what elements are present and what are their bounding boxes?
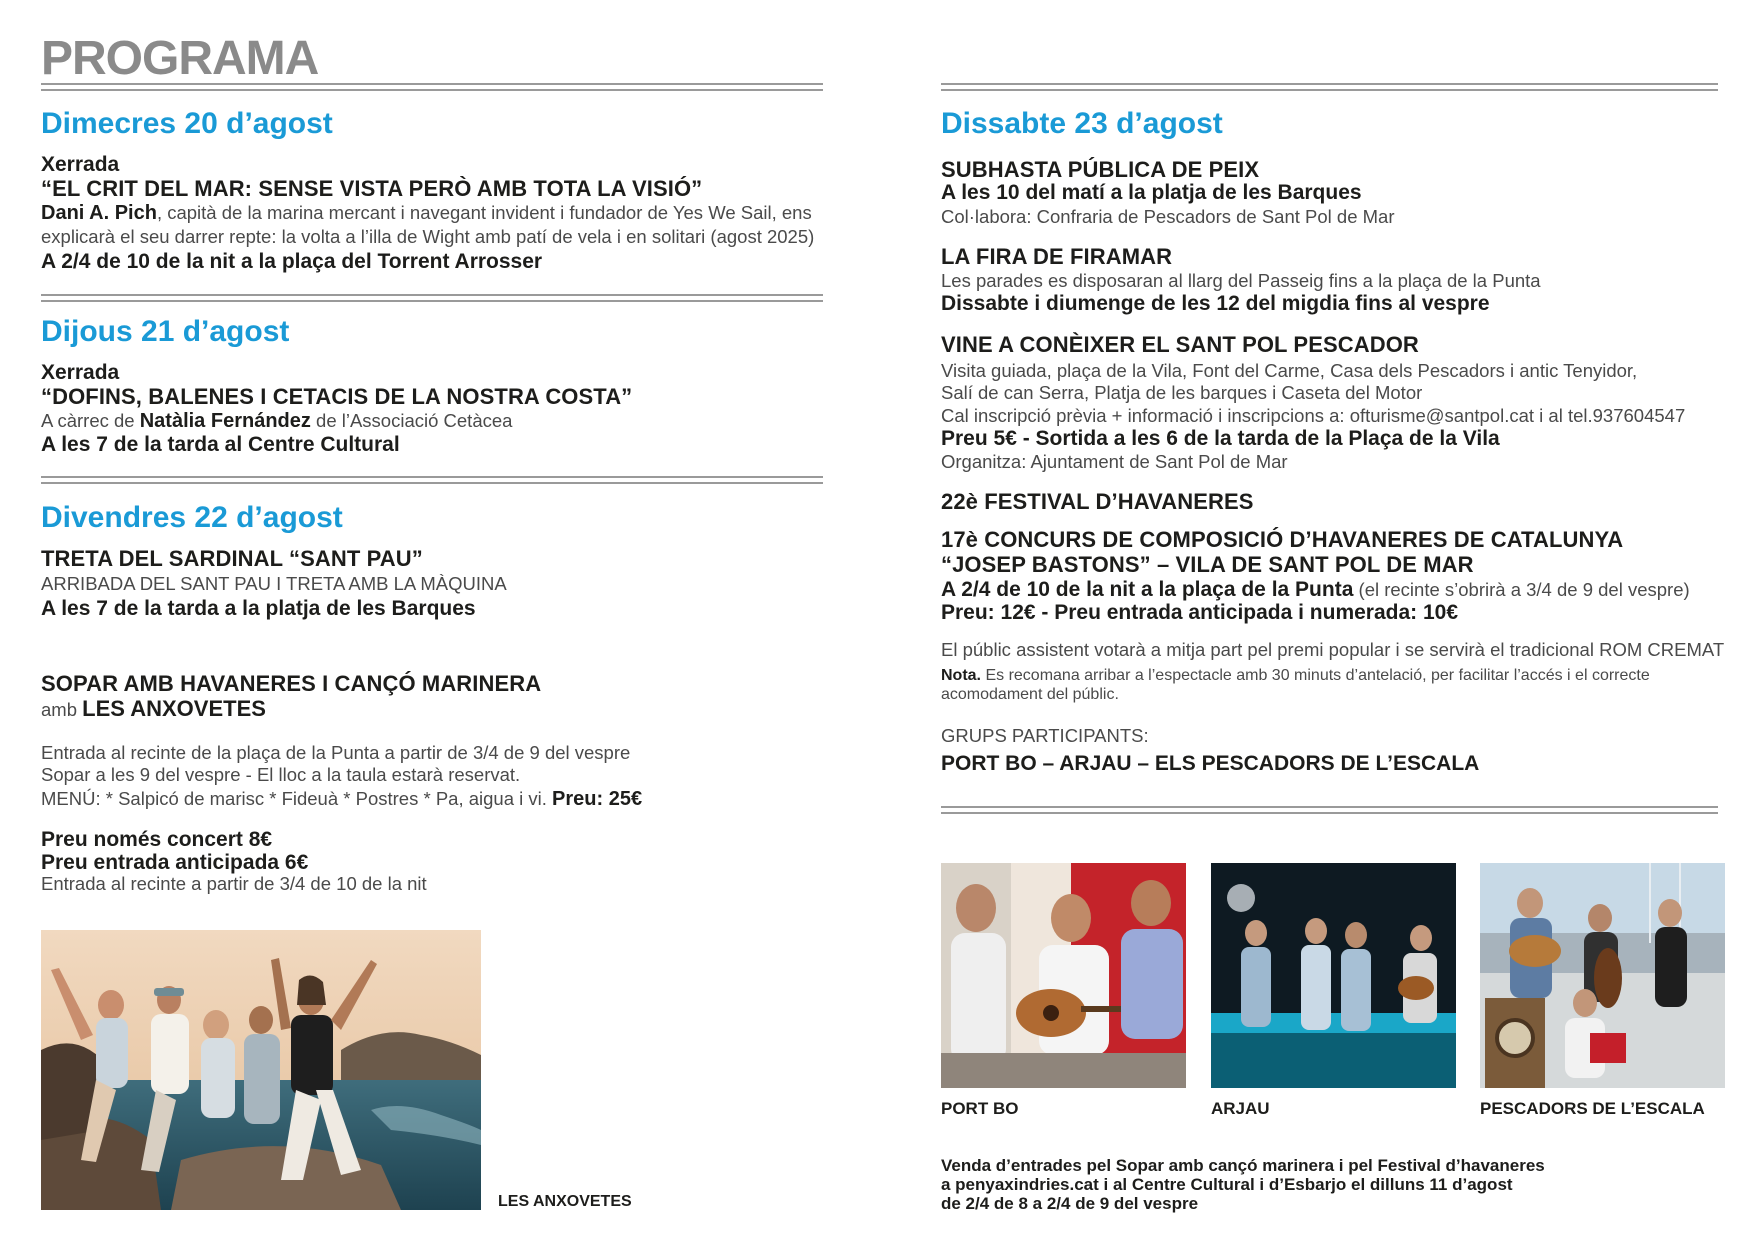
ticket-sales: de 2/4 de 8 a 2/4 de 9 del vespre — [941, 1194, 1199, 1213]
dinner-info: Sopar a les 9 del vespre - El lloc a la taula estarà reservat. — [41, 764, 521, 785]
festival-note-line2: acomodament del públic. — [941, 686, 1119, 703]
event-when: A les 7 de la tarda a la platja de les Barques — [41, 597, 476, 620]
event-when: Dissabte i diumenge de les 12 del migdia fins al vespre — [941, 292, 1490, 315]
event-when: A 2/4 de 10 de la nit a la plaça del Torrent Arrosser — [41, 250, 543, 273]
festival-price: Preu: 12€ - Preu entrada anticipada i numerada: 10€ — [941, 601, 1459, 624]
festival-note — [941, 666, 1650, 686]
anxovetes-photo — [41, 930, 481, 1210]
contest-subtitle: “JOSEP BASTONS” – VILA DE SANT POL DE MAR — [941, 552, 1474, 577]
event-speaker — [41, 409, 512, 433]
event-registration: Cal inscripció prèvia + informació i inscripcions a: ofturisme@santpol.cat i al tel.937604547 — [941, 405, 1686, 426]
day-heading-dijous: Dijous 21 d’agost — [41, 315, 290, 348]
contest-title: 17è CONCURS DE COMPOSICIÓ D’HAVANERES DE CATALUNYA — [941, 527, 1624, 552]
photo-caption-anxovetes: LES ANXOVETES — [498, 1193, 632, 1210]
event-description-line2: explicarà el seu darrer repte: la volta a l’illa de Wight amb patí de vela i en solitari (agost 2025) — [41, 226, 815, 247]
divider — [41, 476, 823, 484]
speaker-name: Natàlia Fernández — [139, 410, 311, 432]
festival-when — [941, 578, 1690, 602]
event-description: Visita guiada, plaça de la Vila, Font del Carme, Casa dels Pescadors i antic Tenyidor, — [941, 360, 1638, 381]
festival-when-main: A 2/4 de 10 de la nit a la plaça de la Punta — [941, 578, 1354, 601]
event-organizer: Organitza: Ajuntament de Sant Pol de Mar — [941, 451, 1288, 472]
festival-title: 22è FESTIVAL D’HAVANERES — [941, 489, 1254, 514]
event-description: Les parades es disposaran al llarg del Passeig fins a la plaça de la Punta — [941, 270, 1541, 291]
arjau-photo — [1211, 863, 1456, 1088]
dinner-group-name: LES ANXOVETES — [82, 696, 266, 721]
speaker-prefix: A càrrec de — [41, 410, 140, 431]
divider — [941, 806, 1718, 814]
price-advance: Preu entrada anticipada 6€ — [41, 851, 309, 874]
ticket-sales: Venda d’entrades pel Sopar amb cançó marinera i pel Festival d’havaneres — [941, 1156, 1545, 1175]
day-heading-dissabte: Dissabte 23 d’agost — [941, 107, 1223, 140]
day-heading-divendres: Divendres 22 d’agost — [41, 501, 343, 534]
event-type: Xerrada — [41, 361, 120, 384]
groups-list: PORT BO – ARJAU – ELS PESCADORS DE L’ESCALA — [941, 752, 1480, 775]
event-title: “DOFINS, BALENES I CETACIS DE LA NOSTRA COSTA” — [41, 384, 633, 409]
entry-info: Entrada al recinte a partir de 3/4 de 10 de la nit — [41, 873, 427, 894]
note-text: Es recomana arribar a l’espectacle amb 30 minuts d’antelació, per facilitar l’accés i el correcte — [981, 667, 1650, 684]
event-description — [41, 201, 812, 225]
description-text: , capità de la marina mercant i navegant invident i fundador de Yes We Sail, ens — [156, 202, 812, 223]
event-title: VINE A CONÈIXER EL SANT POL PESCADOR — [941, 332, 1419, 357]
groups-label: GRUPS PARTICIPANTS: — [941, 725, 1149, 746]
event-collab: Col·labora: Confraria de Pescadors de Sant Pol de Mar — [941, 206, 1395, 227]
event-title: “EL CRIT DEL MAR: SENSE VISTA PERÒ AMB TOTA LA VISIÓ” — [41, 176, 703, 201]
dinner-info: Entrada al recinte de la plaça de la Punta a partir de 3/4 de 9 del vespre — [41, 742, 631, 763]
event-subtitle: ARRIBADA DEL SANT PAU I TRETA AMB LA MÀQUINA — [41, 573, 507, 594]
event-title: SUBHASTA PÚBLICA DE PEIX — [941, 157, 1260, 182]
menu-price: Preu: 25€ — [552, 788, 643, 810]
event-type: Xerrada — [41, 153, 120, 176]
note-label: Nota. — [941, 667, 981, 684]
event-description: Salí de can Serra, Platja de les barques i Caseta del Motor — [941, 382, 1423, 403]
speaker-suffix: de l’Associació Cetàcea — [310, 410, 513, 431]
page-title: PROGRAMA — [41, 32, 319, 85]
photo-caption-pescadors: PESCADORS DE L’ESCALA — [1480, 1099, 1705, 1118]
speaker-name: Dani A. Pich — [41, 202, 157, 224]
photo-caption-arjau: ARJAU — [1211, 1099, 1270, 1118]
ticket-sales: a penyaxindries.cat i al Centre Cultural i d’Esbarjo el dilluns 11 d’agost — [941, 1175, 1513, 1194]
price-concert: Preu només concert 8€ — [41, 828, 273, 851]
dinner-with: amb — [41, 699, 83, 720]
event-when: A les 7 de la tarda al Centre Cultural — [41, 433, 400, 456]
dinner-menu — [41, 787, 642, 811]
menu-items: MENÚ: * Salpicó de marisc * Fideuà * Postres * Pa, aigua i vi. — [41, 788, 553, 809]
pescadors-photo — [1480, 863, 1725, 1088]
event-price: Preu 5€ - Sortida a les 6 de la tarda de la Plaça de la Vila — [941, 427, 1500, 450]
divider — [41, 83, 823, 91]
event-title: LA FIRA DE FIRAMAR — [941, 244, 1173, 269]
day-heading-dimecres: Dimecres 20 d’agost — [41, 107, 333, 140]
portbo-photo — [941, 863, 1186, 1088]
dinner-group — [41, 697, 266, 722]
photo-caption-portbo: PORT BO — [941, 1099, 1019, 1118]
event-when: A les 10 del matí a la platja de les Barques — [941, 181, 1362, 204]
dinner-title: SOPAR AMB HAVANERES I CANÇÓ MARINERA — [41, 671, 542, 696]
divider — [41, 294, 823, 302]
event-title: TRETA DEL SARDINAL “SANT PAU” — [41, 546, 423, 571]
festival-when-note: (el recinte s’obrirà a 3/4 de 9 del vespre) — [1353, 579, 1690, 600]
divider — [941, 83, 1718, 91]
festival-public-vote: El públic assistent votarà a mitja part pel premi popular i se servirà el tradicional ROM CREMAT — [941, 639, 1725, 660]
